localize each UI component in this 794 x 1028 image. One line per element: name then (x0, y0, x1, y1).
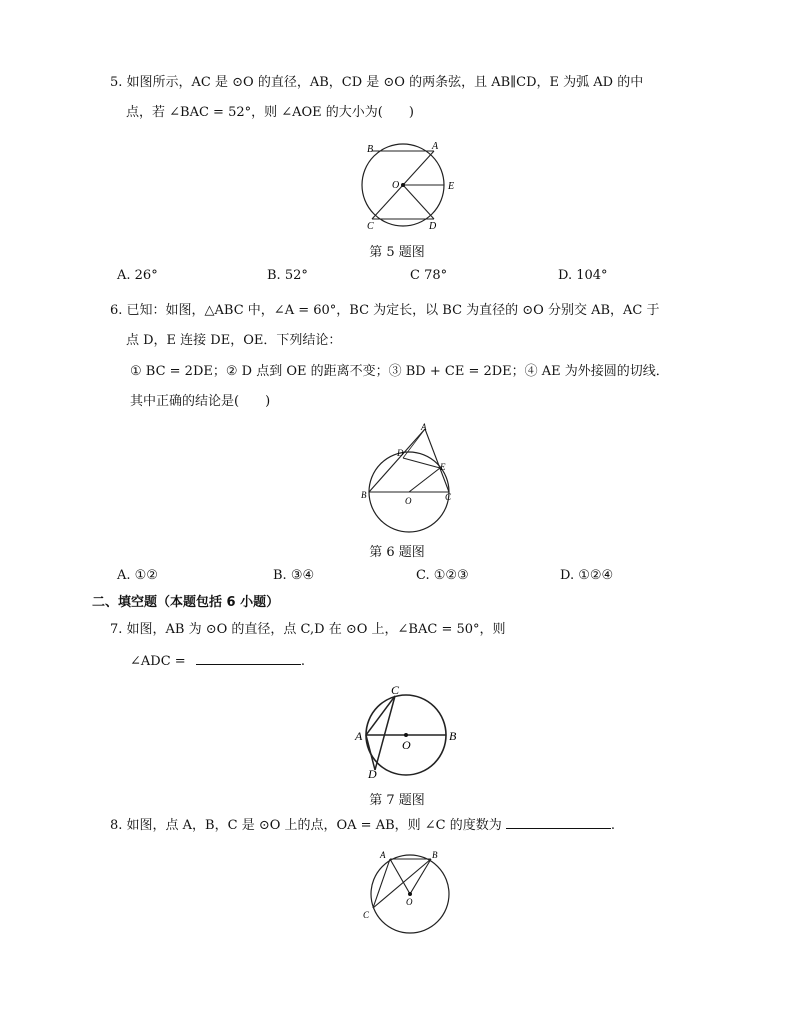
q5-caption: 第 5 题图 (369, 245, 425, 260)
q6-figure (355, 420, 465, 535)
q6-option-b: B. ③④ (273, 568, 315, 583)
q7-caption: 第 7 题图 (369, 793, 425, 808)
q6-label-e: E (440, 462, 446, 472)
q8-label-c: C (363, 910, 370, 920)
q6-label-b: B (361, 490, 367, 500)
q8-label-o: O (406, 897, 413, 907)
q8-text: 8. 如图，点 A，B，C 是 ⊙O 上的点，OA = AB，则 ∠C 的度数为 (110, 818, 502, 833)
q5-label-b: B (367, 144, 374, 155)
q6-line2: 点 D，E 连接 DE，OE．下列结论： (126, 333, 342, 348)
q6-line4: 其中正确的结论是( ) (130, 394, 271, 409)
q5-option-c: C 78° (410, 268, 448, 283)
q6-line3: ① BC = 2DE；② D 点到 OE 的距离不变；③ BD + CE = 2DE；④ AE 为外接圆的切线． (130, 364, 669, 379)
q6-caption: 第 6 题图 (369, 545, 425, 560)
q8-period: . (610, 818, 616, 833)
q7-label-o: O (402, 738, 411, 752)
q5-label-d: D (429, 221, 437, 232)
q6-label-c: C (445, 492, 452, 502)
q7-angle-text: ∠ADC = (130, 654, 186, 669)
q7-label-a: A (355, 729, 363, 743)
q5-option-d: D. 104° (558, 268, 608, 283)
q5-label-a: A (432, 141, 439, 152)
q8-label-a: A (380, 850, 386, 860)
q7-label-d: D (368, 767, 377, 781)
q5-label-e: E (448, 181, 455, 192)
q7-line1: 7. 如图，AB 为 ⊙O 的直径，点 C,D 在 ⊙O 上，∠BAC = 50°，则 (110, 622, 506, 637)
q5-label-c: C (367, 221, 374, 232)
q8-line1 (110, 816, 615, 835)
q6-line1: 6. 已知：如图，△ABC 中，∠A = 60°，BC 为定长，以 BC 为直径的 ⊙O 分别交 AB，AC 于 (110, 303, 660, 318)
q7-period: . (300, 654, 305, 669)
q5-option-a: A. 26° (117, 268, 158, 283)
section-title: 二、填空题（本题包括 6 小题） (92, 595, 280, 610)
q5-line2: 点，若 ∠BAC = 52°，则 ∠AOE 的大小为( ) (126, 105, 414, 120)
q5-label-o: O (392, 180, 400, 191)
q8-label-b: B (432, 850, 438, 860)
q6-option-d: D. ①②④ (560, 568, 614, 583)
q7-label-b: B (449, 729, 457, 743)
q7-answer-blank[interactable] (196, 652, 301, 665)
q7-figure (348, 682, 468, 782)
q6-option-a: A. ①② (117, 568, 158, 583)
q8-answer-blank[interactable] (506, 816, 611, 829)
q5-option-b: B. 52° (267, 268, 308, 283)
q5-line1: 5. 如图所示，AC 是 ⊙O 的直径，AB，CD 是 ⊙O 的两条弦，且 AB∥CD，E 为弧 AD 的中 (110, 75, 644, 90)
q5-figure (355, 138, 465, 234)
q7-label-c: C (391, 683, 400, 697)
q8-figure (358, 846, 458, 941)
q6-label-d: D (397, 448, 404, 458)
q6-label-a: A (421, 422, 427, 432)
q6-option-c: C. ①②③ (416, 568, 469, 583)
q7-line2 (130, 652, 305, 671)
q6-label-o: O (405, 496, 412, 506)
